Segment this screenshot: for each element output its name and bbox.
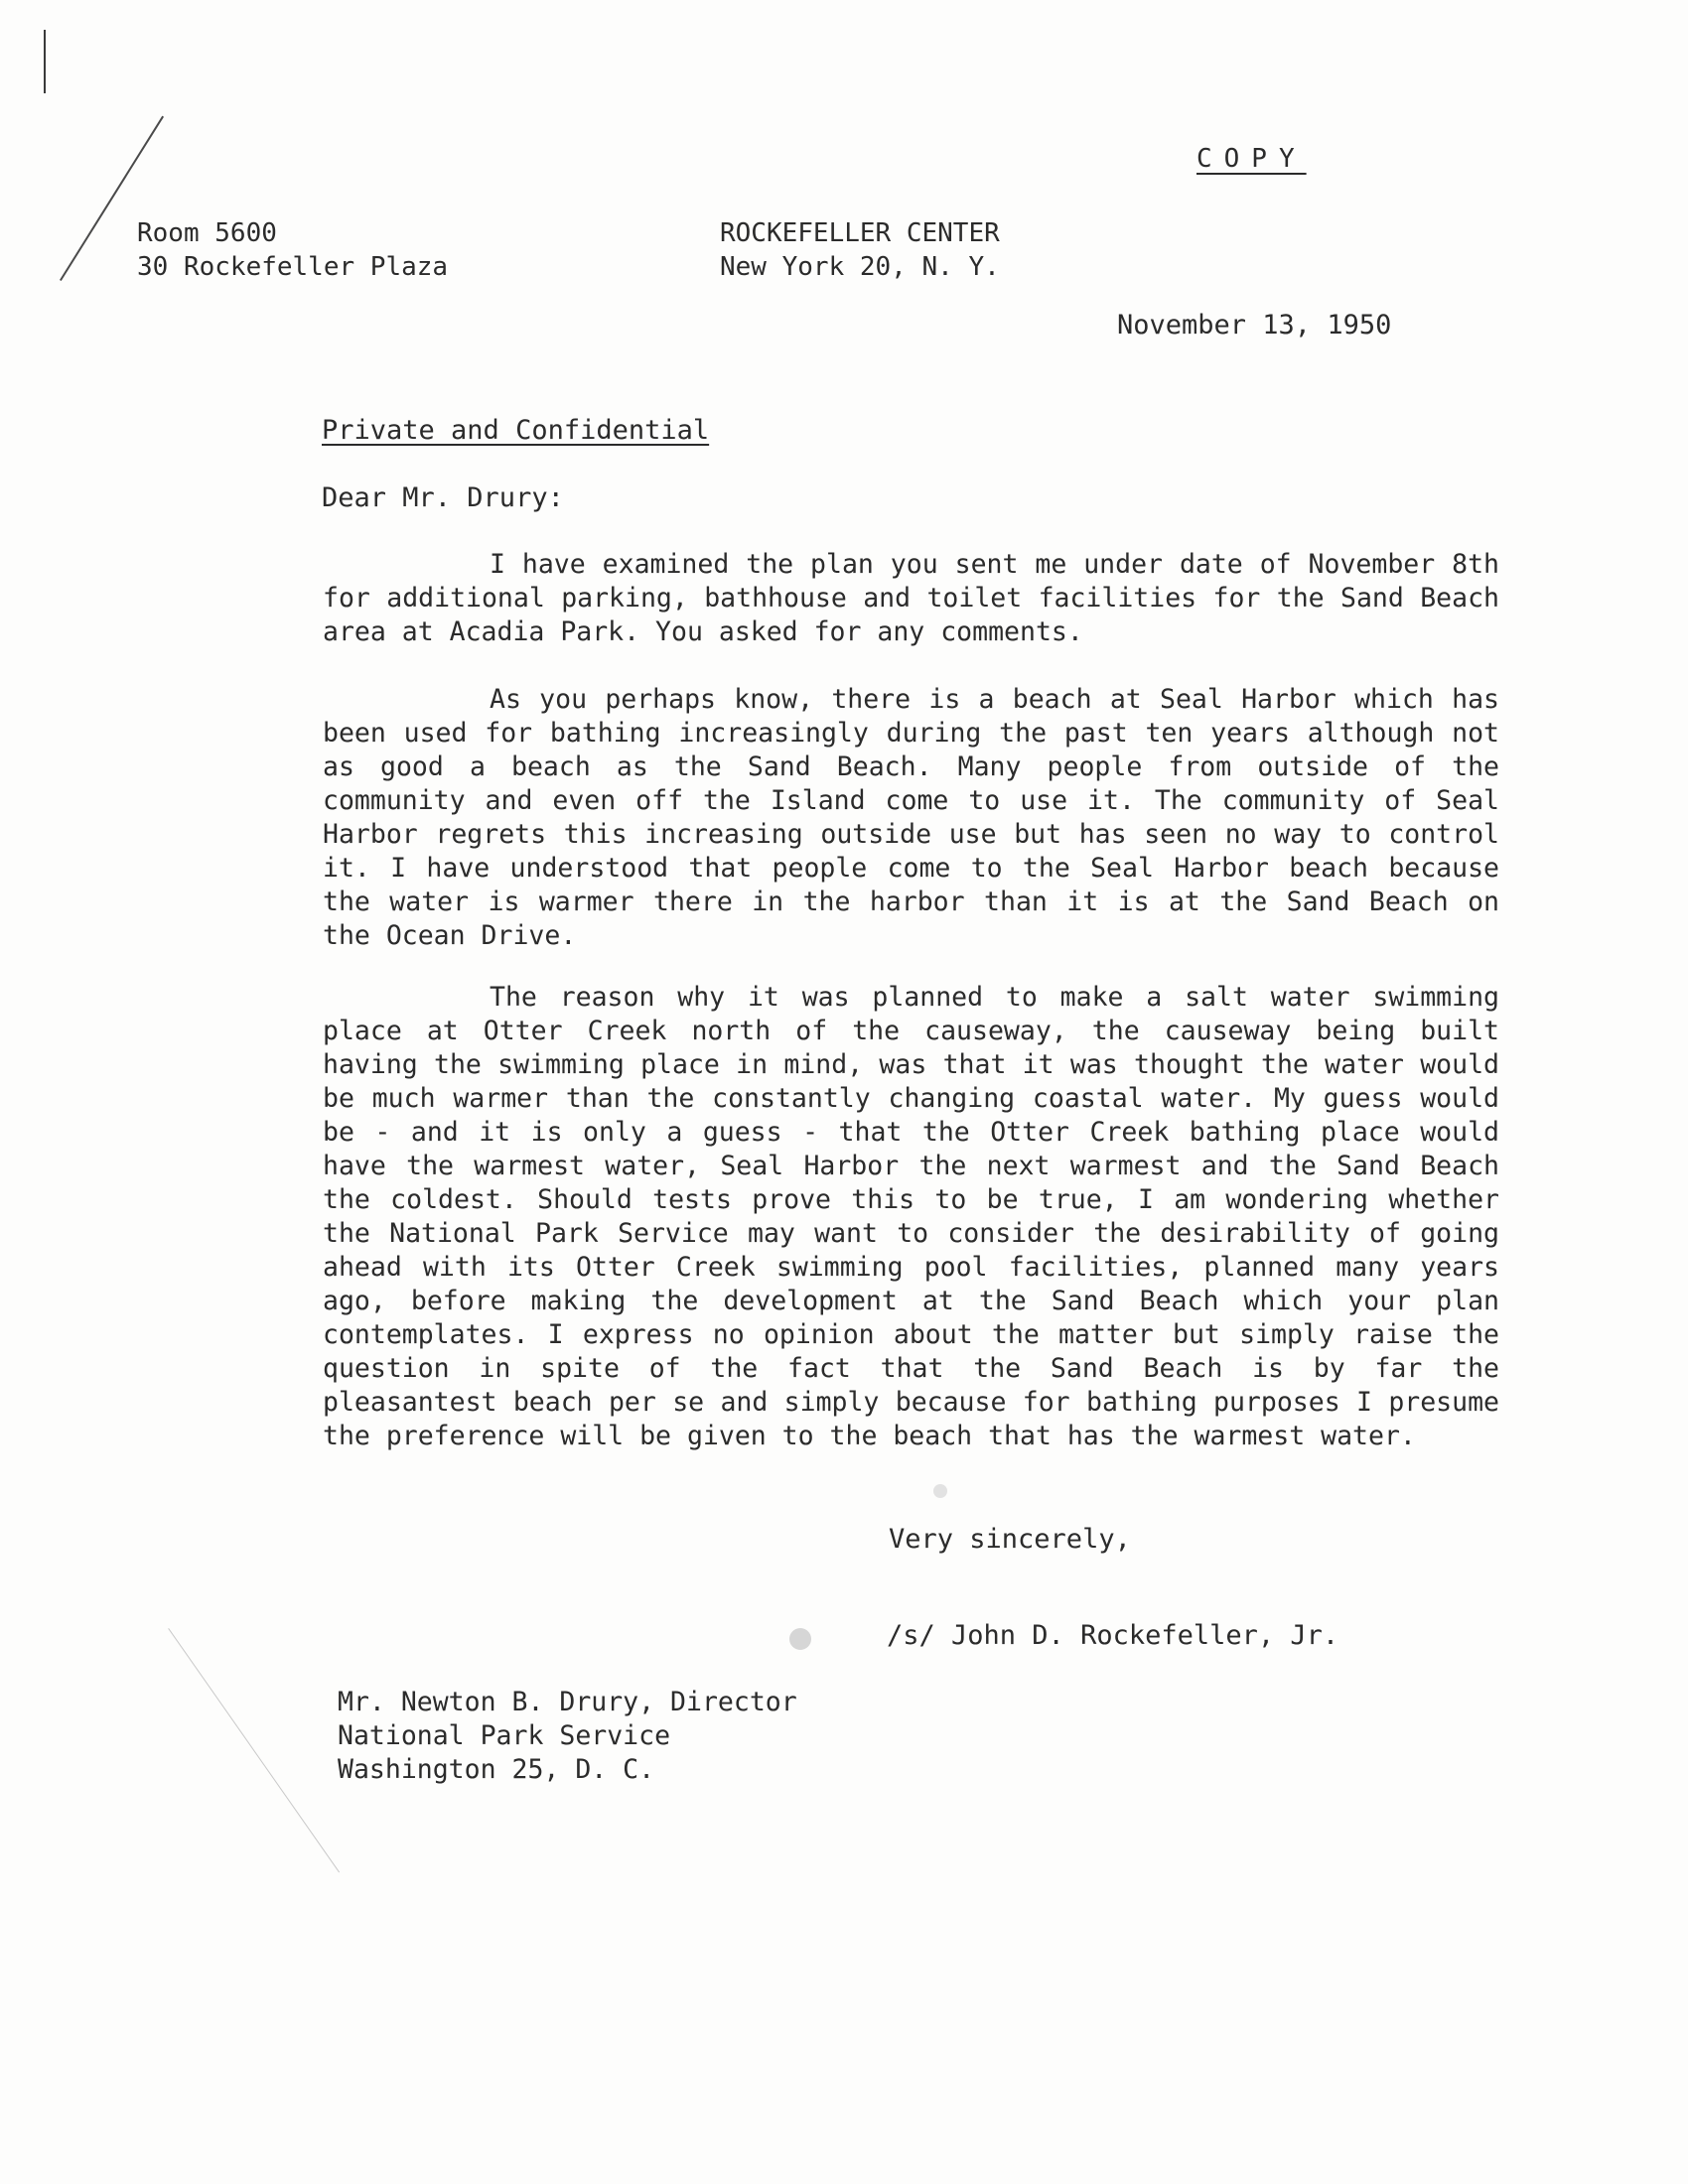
scan-mark-lower-diagonal [168,1628,340,1872]
salutation: Dear Mr. Drury: [322,482,564,513]
recipient-org: National Park Service [338,1720,671,1751]
scan-speck [789,1628,811,1650]
closing: Very sincerely, [889,1524,1131,1555]
sender-address: 30 Rockefeller Plaza [137,252,449,282]
body-paragraph-2: As you perhaps know, there is a beach at Seal Harbor which has been used for bathing increasingly during the past ten years although not as good a beach as the Sand Beach. Many people from outside of the community and even off the Island come to use it. The community of Seal Harbor regrets this increasing outside use but has seen no way to control it. I have understood that people come to the Seal Harbor beach because the water is warmer there in the harbor than it is at the Sand Beach on the Ocean Drive. [323,684,1499,951]
scan-mark-left-edge [44,30,46,93]
scan-speck [933,1484,947,1498]
letterhead [720,216,1000,284]
sender-room: Room 5600 [137,218,277,248]
body-paragraph-1: I have examined the plan you sent me under date of November 8th for additional parking, bathhouse and toilet facilities for the Sand Beach area at Acadia Park. You asked for any comments. [323,549,1499,647]
recipient-city: Washington 25, D. C. [338,1754,655,1785]
letterhead-line-2: New York 20, N. Y. [720,252,1000,282]
confidential-heading: Private and Confidential [322,415,710,446]
recipient-address-block [338,1686,797,1787]
copy-mark: COPY [1196,144,1307,174]
recipient-name: Mr. Newton B. Drury, Director [338,1687,797,1717]
sender-address-block [137,216,448,284]
letter-date: November 13, 1950 [1117,310,1392,341]
letterhead-line-1: ROCKEFELLER CENTER [720,218,1000,248]
body-paragraph-3: The reason why it was planned to make a salt water swimming place at Otter Creek north of the causeway, the causeway being built having the swimming place in mind, was that it was thought the water would be much warmer than the constantly changing coastal water. My guess would be - and it is only a guess - that the Otter Creek bathing place would have the warmest water, Seal Harbor the next warmest and the Sand Beach the coldest. Should tests prove this to be true, I am wondering whether the National Park Service may want to consider the desirability of going ahead with its Otter Creek swimming pool facilities, planned many years ago, before making the development at the Sand Beach which your plan contemplates. I express no opinion about the matter but simply raise the question in spite of the fact that the Sand Beach is by far the pleasantest beach per se and simply because for bathing purposes I presume the preference will be given to the beach that has the warmest water. [323,982,1499,1451]
signature: /s/ John D. Rockefeller, Jr. [887,1620,1339,1651]
